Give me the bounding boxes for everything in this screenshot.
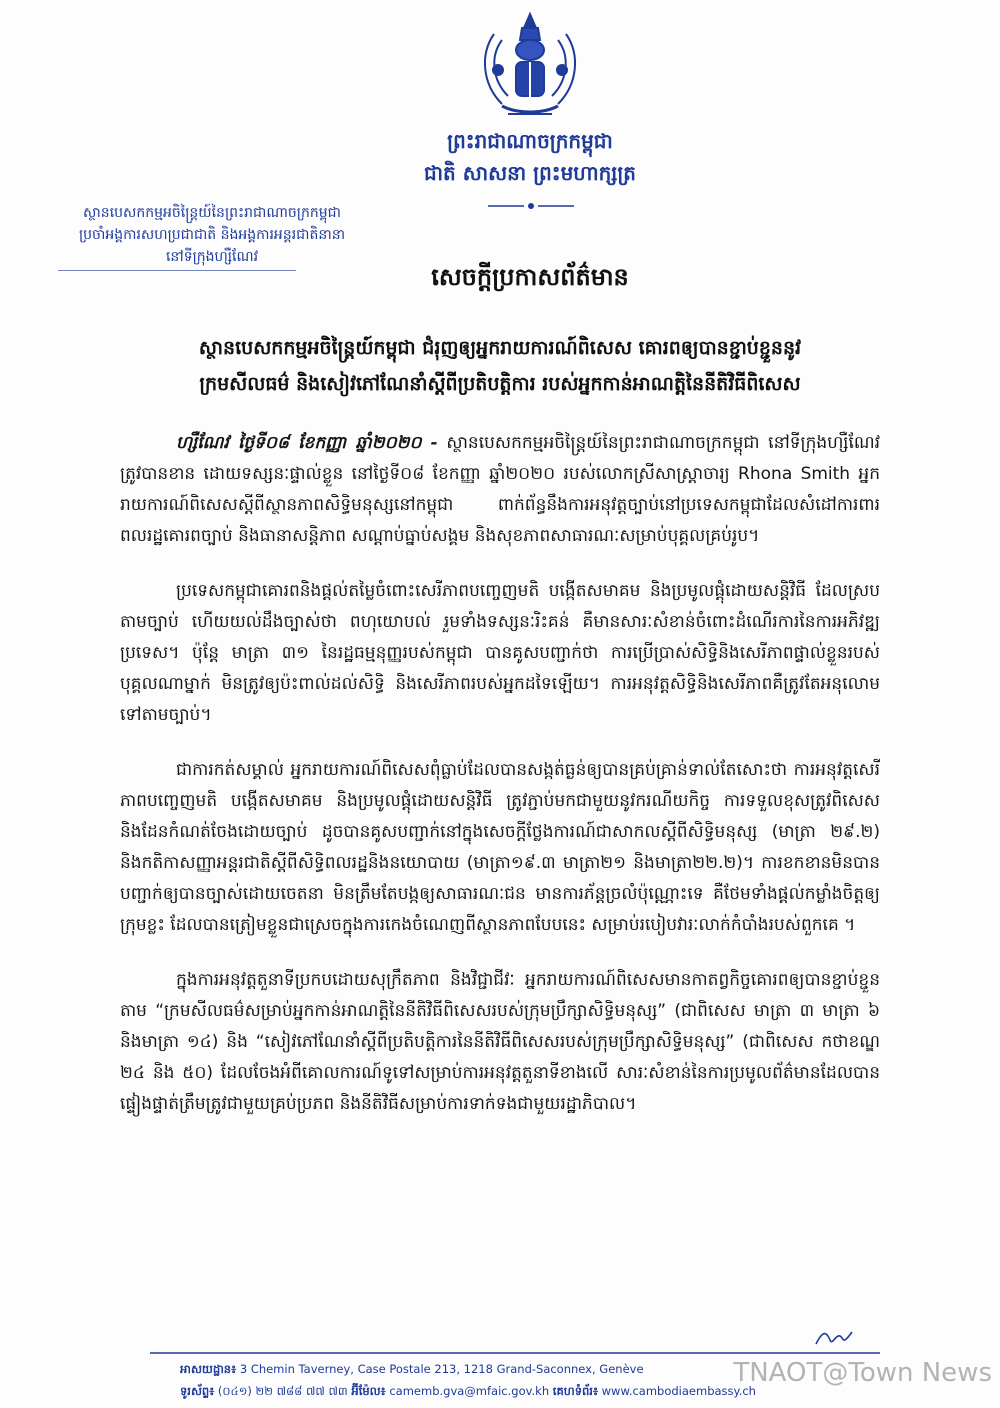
address-text: 3 Chemin Taverney, Case Postale 213, 1218 Grand-Saconnex, Genève xyxy=(239,1362,644,1376)
email-label: អ៊ីម៉ែល៖ xyxy=(351,1384,386,1398)
paragraph-2: ប្រទេសកម្ពុជាគោរពនិងផ្តល់តម្លៃចំពោះសេរីភាពបញ្ចេញមតិ បង្កើតសមាគម និងប្រមូលផ្តុំដោយសន្តិវិធី ដែលស្របតាមច្បាប់ ហើយយល់ដឹងច្បាស់ថា ពហុយោបល់ រួមទាំងទស្សនៈរិះគន់ គឺមានសារៈសំខាន់ចំពោះដំណើរការនៃការអភិវឌ្ឍប្រទេស។ ប៉ុន្តែ មាត្រា ៣១ នៃរដ្ឋធម្មនុញ្ញរបស់កម្ពុជា បានគូសបញ្ជាក់ថា ការប្រើប្រាស់សិទ្ធិនិងសេរីភាពផ្ទាល់ខ្លួនរបស់បុគ្គលណាម្នាក់ មិនត្រូវឲ្យប៉ះពាល់ដល់សិទ្ធិ និងសេរីភាពរបស់អ្នកដទៃឡើយ។ ការអនុវត្តសិទ្ធិនិងសេរីភាពគឺត្រូវតែអនុលោមទៅតាមច្បាប់។ xyxy=(120,581,880,725)
mission-line-2: ប្រចាំអង្គការសហប្រជាជាតិ និងអង្គការអន្តរជាតិនានា xyxy=(78,227,346,243)
signature-mark xyxy=(812,1326,856,1350)
footer-divider xyxy=(150,1352,880,1354)
document-title: សេចក្តីប្រកាសព័ត៌មាន xyxy=(431,263,629,291)
press-headline xyxy=(120,330,880,402)
mission-line-3: នៅទីក្រុងហ្សឺណែវ xyxy=(165,249,259,265)
press-body xyxy=(120,428,880,1144)
mission-underline xyxy=(58,270,296,271)
mission-header xyxy=(48,202,376,268)
paragraph-4: ក្នុងការអនុវត្តតួនាទីប្រកបដោយសុក្រឹតភាព និងវិជ្ជាជីវៈ អ្នករាយការណ៍ពិសេសមានកាតព្វកិច្ចគោរពឲ្យបានខ្ជាប់ខ្ជួនតាម “ក្រមសីលធម៌សម្រាប់អ្នកកាន់អាណត្តិនៃនីតិវិធីពិសេសរបស់ក្រុមប្រឹក្សាសិទ្ធិមនុស្ស” (ជាពិសេស មាត្រា ៣ មាត្រា ៦ និងមាត្រា ១៤) និង “សៀវភៅណែនាំស្តីពីប្រតិបត្តិការនៃនីតិវិធីពិសេសរបស់ក្រុមប្រឹក្សាសិទ្ធិមនុស្ស” (ជាពិសេស កថាខណ្ឌ ២៤ និង ៥០) ដែលចែងអំពីគោលការណ៍ទូទៅសម្រាប់ការអនុវត្តតួនាទីខាងលើ សារៈសំខាន់នៃការប្រមូលព័ត៌មានដែលបានផ្ទៀងផ្ទាត់ត្រឹមត្រូវជាមួយគ្រប់ប្រភព និងនីតិវិធីសម្រាប់ការទាក់ទងជាមួយរដ្ឋាភិបាល។ xyxy=(120,970,880,1114)
phone-text: (០៤១) ២២ ៧៨៨ ៧៧ ៧៣ xyxy=(217,1384,348,1398)
web-label: គេហទំព័រ៖ xyxy=(552,1384,598,1398)
ornament-divider xyxy=(486,200,576,212)
national-motto: ជាតិ សាសនា ព្រះមហាក្សត្រ xyxy=(424,161,636,185)
headline-line-2: ក្រមសីលធម៌ និងសៀវភៅណែនាំស្តីពីប្រតិបត្តិការ របស់អ្នកកាន់អាណត្តិនៃនីតិវិធីពិសេស xyxy=(199,373,801,395)
kingdom-title: ព្រះរាជាណាចក្រកម្ពុជា xyxy=(447,129,613,153)
phone-label: ទូរស័ព្ទ៖ xyxy=(180,1384,215,1398)
mission-line-1: ស្ថានបេសកកម្មអចិន្ត្រៃយ៍នៃព្រះរាជាណាចក្រកម្ពុជា xyxy=(83,205,341,221)
address-label: អាសយដ្ឋាន៖ xyxy=(180,1362,237,1376)
web-text: www.cambodiaembassy.ch xyxy=(601,1384,756,1398)
royal-emblem-icon xyxy=(472,10,588,122)
paragraph-1 xyxy=(120,428,880,552)
paragraph-3: ជាការកត់សម្គាល់ អ្នករាយការណ៍ពិសេសពុំធ្លាប់ដែលបានសង្កត់ធ្ងន់ឲ្យបានគ្រប់គ្រាន់ទាល់តែសោះថា ការអនុវត្តសេរីភាពបញ្ចេញមតិ បង្កើតសមាគម និងប្រមូលផ្តុំដោយសន្តិវិធី ត្រូវភ្ជាប់មកជាមួយនូវករណីយកិច្ច ការទទួលខុសត្រូវពិសេស និងដែនកំណត់ចែងដោយច្បាប់ ដូចបានគូសបញ្ជាក់នៅក្នុងសេចក្តីថ្លែងការណ៍ជាសាកលស្តីពីសិទ្ធិមនុស្ស (មាត្រា ២៩.២) និងកតិកាសញ្ញាអន្តរជាតិស្តីពីសិទ្ធិពលរដ្ឋនិងនយោបាយ (មាត្រា១៩.៣ មាត្រា២១ និងមាត្រា២២.២)។ ការខកខានមិនបានបញ្ជាក់ឲ្យបានច្បាស់ដោយចេតនា មិនត្រឹមតែបង្កឲ្យសាធារណៈជន មានការភ័ន្តច្រលំប៉ុណ្ណោះទេ គឺថែមទាំងផ្តល់កម្លាំងចិត្តឲ្យក្រុមខ្លះ ដែលបានត្រៀមខ្លួនជាស្រេចក្នុងការកេងចំណេញពីស្ថានភាពបែបនេះ សម្រាប់របៀបវារៈលាក់កំបាំងរបស់ពួកគេ ។ xyxy=(120,760,880,935)
headline-line-1: ស្ថានបេសកកម្មអចិន្ត្រៃយ៍កម្ពុជា ជំរុញឲ្យអ្នករាយការណ៍ពិសេស គោរពឲ្យបានខ្ជាប់ខ្ជួននូវ xyxy=(198,337,802,359)
dateline: ហ្សឺណែវ ថ្ងៃទី០៨ ខែកញ្ញា ឆ្នាំ២០២០ - xyxy=(176,433,438,453)
watermark-text: TNAOT@Town News xyxy=(733,1358,992,1388)
email-text: camemb.gva@mfaic.gov.kh xyxy=(389,1384,550,1398)
paragraph-1-text: ស្ថានបេសកកម្មអចិន្ត្រៃយ៍នៃព្រះរាជាណាចក្រកម្ពុជា នៅទីក្រុងហ្សឺណែវ ត្រូវបានខាន ដោយទស្សនៈផ្ទាល់ខ្លួន នៅថ្ងៃទី០៨ ខែកញ្ញា ឆ្នាំ២០២០ របស់លោកស្រីសាស្ត្រាចារ្យ Rhona Smith អ្នករាយការណ៍ពិសេសស្តីពីស្ថានភាពសិទ្ធិមនុស្សនៅកម្ពុជា ពាក់ព័ន្ធនឹងការអនុវត្តច្បាប់នៅប្រទេសកម្ពុជាដែលសំដៅការពារពលរដ្ឋគោរពច្បាប់ និងធានាសន្តិភាព សណ្តាប់ធ្នាប់សង្គម និងសុខភាពសាធារណៈសម្រាប់បុគ្គលគ្រប់រូប។ xyxy=(120,433,880,546)
